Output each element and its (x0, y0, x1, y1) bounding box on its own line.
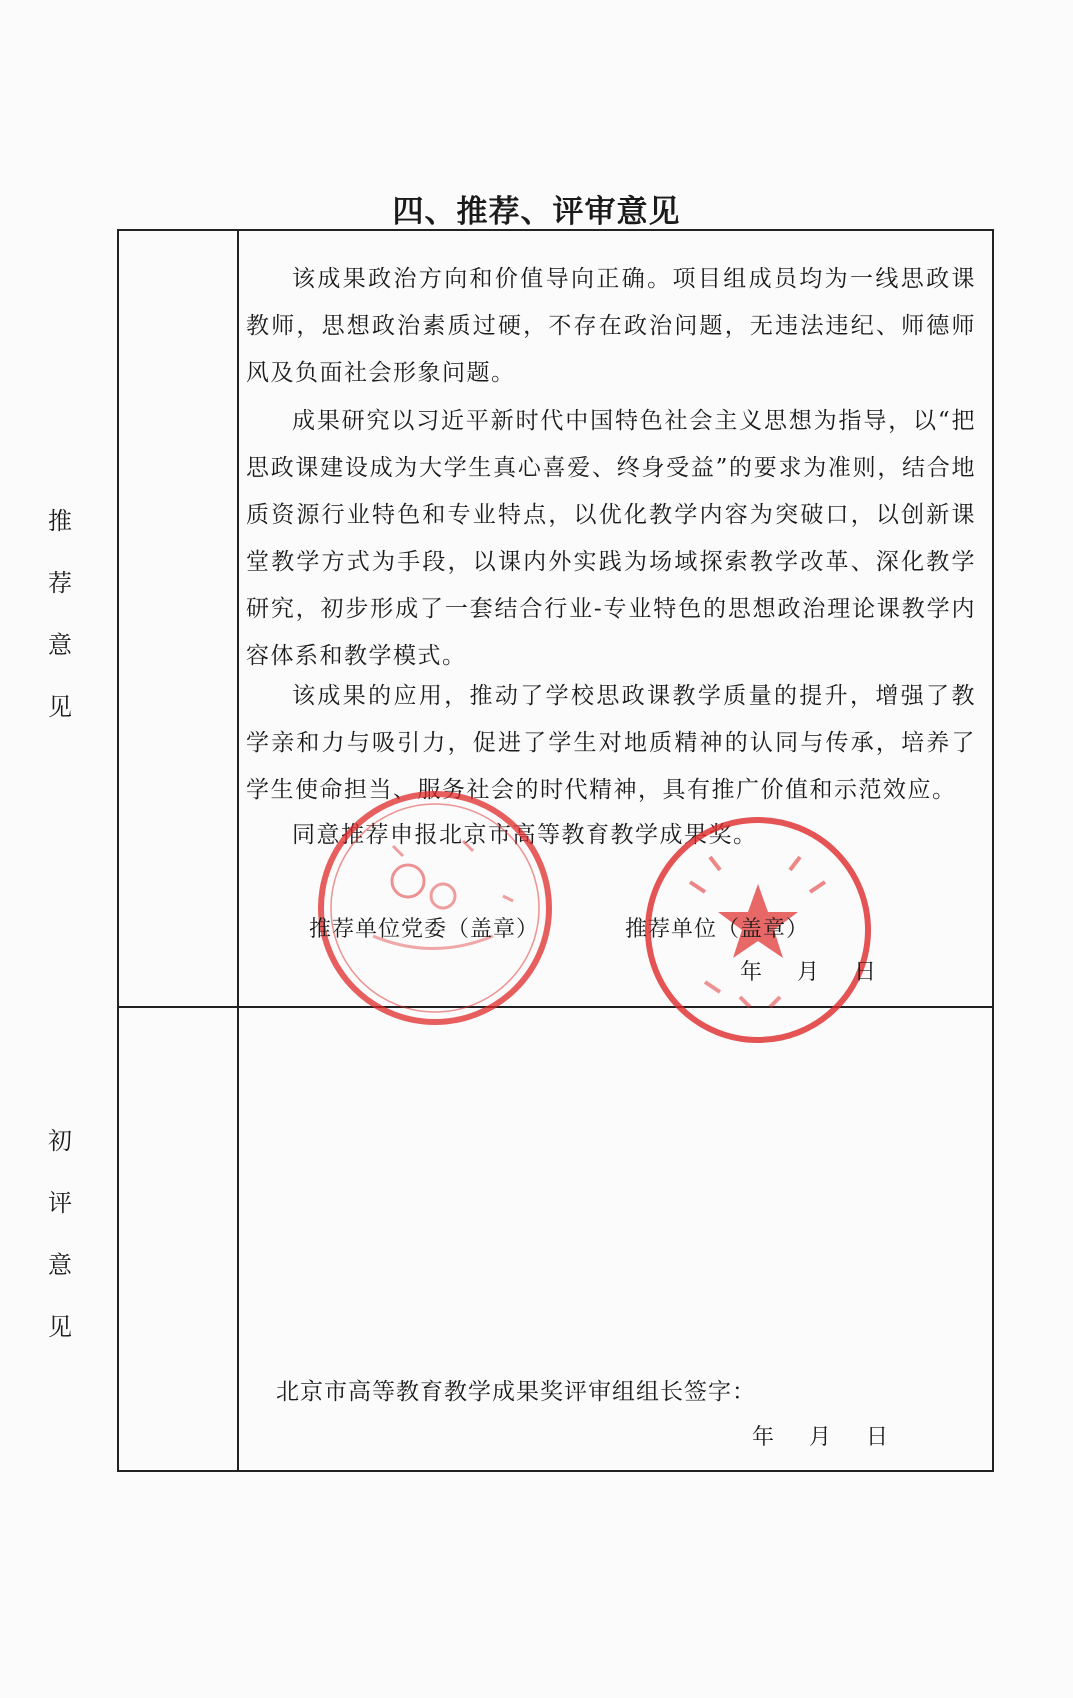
initial-review-label-char: 意 (48, 1251, 72, 1279)
initial-review-label-char: 评 (48, 1189, 72, 1217)
initial-review-label-char: 见 (48, 1313, 72, 1341)
party-committee-seal-stamp (313, 786, 558, 1031)
initial-review-label-char: 初 (48, 1127, 72, 1155)
party-committee-seal-label: 推荐单位党委（盖章） (309, 917, 540, 942)
recommendation-date: 年 月 日 (740, 960, 876, 985)
label-column (119, 231, 239, 1470)
recommendation-label-char: 荐 (48, 569, 72, 597)
recommendation-label-char: 意 (48, 631, 72, 659)
recommendation-paragraph: 该成果的应用，推动了学校思政课教学质量的提升，增强了教学亲和力与吸引力，促进了学生对地质精神的认同与传承，培养了学生使命担当、服务社会的时代精神，具有推广价值和示范效应。 (246, 683, 976, 803)
recommendation-conclusion: 同意推荐申报北京市高等教育教学成果奖。 (292, 822, 758, 848)
initial-review-date: 年 月 日 (752, 1425, 888, 1450)
page-title: 四、推荐、评审意见 (392, 194, 681, 230)
recommendation-label-char: 推 (48, 507, 72, 535)
recommendation-label (0, 490, 120, 738)
recommendation-label-char: 见 (48, 693, 72, 721)
initial-review-label (0, 1110, 120, 1358)
recommendation-paragraph: 该成果政治方向和价值导向正确。项目组成员均为一线思政课教师，思想政治素质过硬，不存在政治问题，无违法违纪、师德师风及负面社会形象问题。 (246, 266, 976, 386)
review-leader-signature-label: 北京市高等教育教学成果奖评审组组长签字： (276, 1379, 756, 1405)
recommendation-paragraph: 成果研究以习近平新时代中国特色社会主义思想为指导，以“把思政课建设成为大学生真心喜爱、终身受益”的要求为准则，结合地质资源行业特色和专业特点，以优化教学内容为突破口，以创新课堂教学方式为手段，以课内外实践为场域探索教学改革、深化教学研究，初步形成了一套结合行业-专业特色的思想政治理论课教学内容体系和教学模式。 (246, 408, 976, 669)
unit-seal-label: 推荐单位（盖章） (625, 917, 810, 942)
